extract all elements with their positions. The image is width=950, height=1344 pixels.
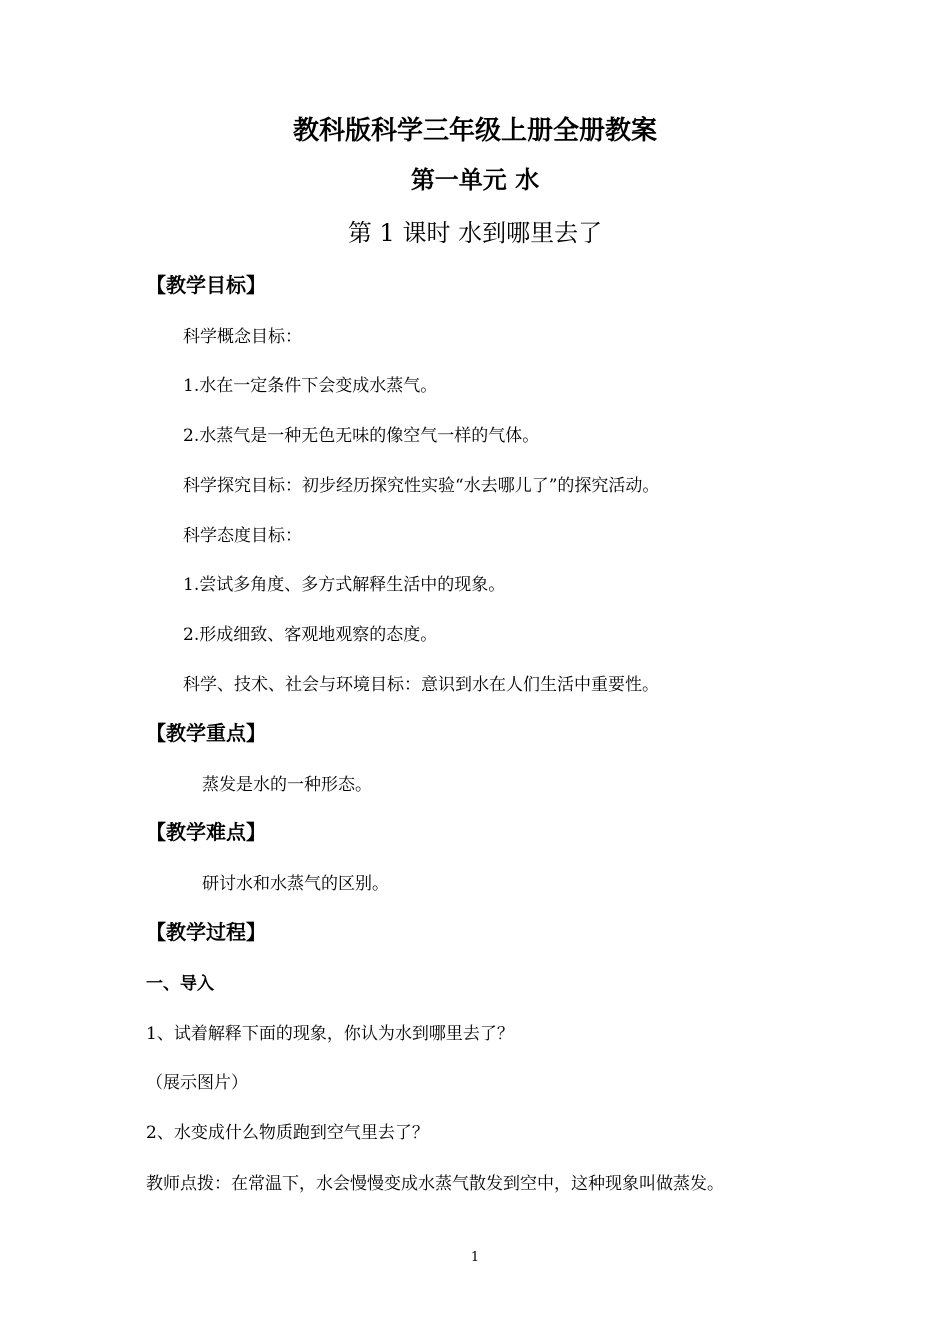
process-line: 2、水变成什么物质跑到空气里去了？: [146, 1123, 429, 1143]
objective-line: 1.水在一定条件下会变成水蒸气。: [183, 376, 438, 396]
intro-heading: 一、导入: [146, 974, 214, 994]
process-line: 1、试着解释下面的现象，你认为水到哪里去了？: [146, 1024, 514, 1044]
document-title: 教科版科学三年级上册全册教案: [292, 116, 657, 146]
key-points-text: 蒸发是水的一种形态。: [202, 775, 372, 795]
unit-title: 第一单元 水: [410, 166, 540, 194]
objective-line: 科学概念目标：: [183, 327, 302, 347]
objective-line: 科学探究目标：初步经历探究性实验“水去哪儿了”的探究活动。: [183, 476, 660, 496]
objective-line: 科学态度目标：: [183, 526, 302, 546]
difficulties-heading: 【教学难点】: [146, 820, 266, 844]
page-number: 1: [470, 1250, 480, 1265]
objective-line: 2.形成细致、客观地观察的态度。: [183, 625, 438, 645]
objective-line: 1.尝试多角度、多方式解释生活中的现象。: [183, 575, 506, 595]
key-points-heading: 【教学重点】: [146, 721, 266, 745]
process-heading: 【教学过程】: [146, 920, 266, 944]
objective-line: 科学、技术、社会与环境目标：意识到水在人们生活中重要性。: [183, 675, 659, 695]
objective-line: 2.水蒸气是一种无色无味的像空气一样的气体。: [183, 426, 540, 446]
objectives-heading: 【教学目标】: [146, 273, 266, 297]
process-line: （展示图片）: [146, 1073, 248, 1093]
process-line: 教师点拨：在常温下，水会慢慢变成水蒸气散发到空中，这种现象叫做蒸发。: [146, 1174, 724, 1194]
difficulties-text: 研讨水和水蒸气的区别。: [202, 874, 389, 894]
lesson-title: 第 1 课时 水到哪里去了: [347, 219, 603, 247]
